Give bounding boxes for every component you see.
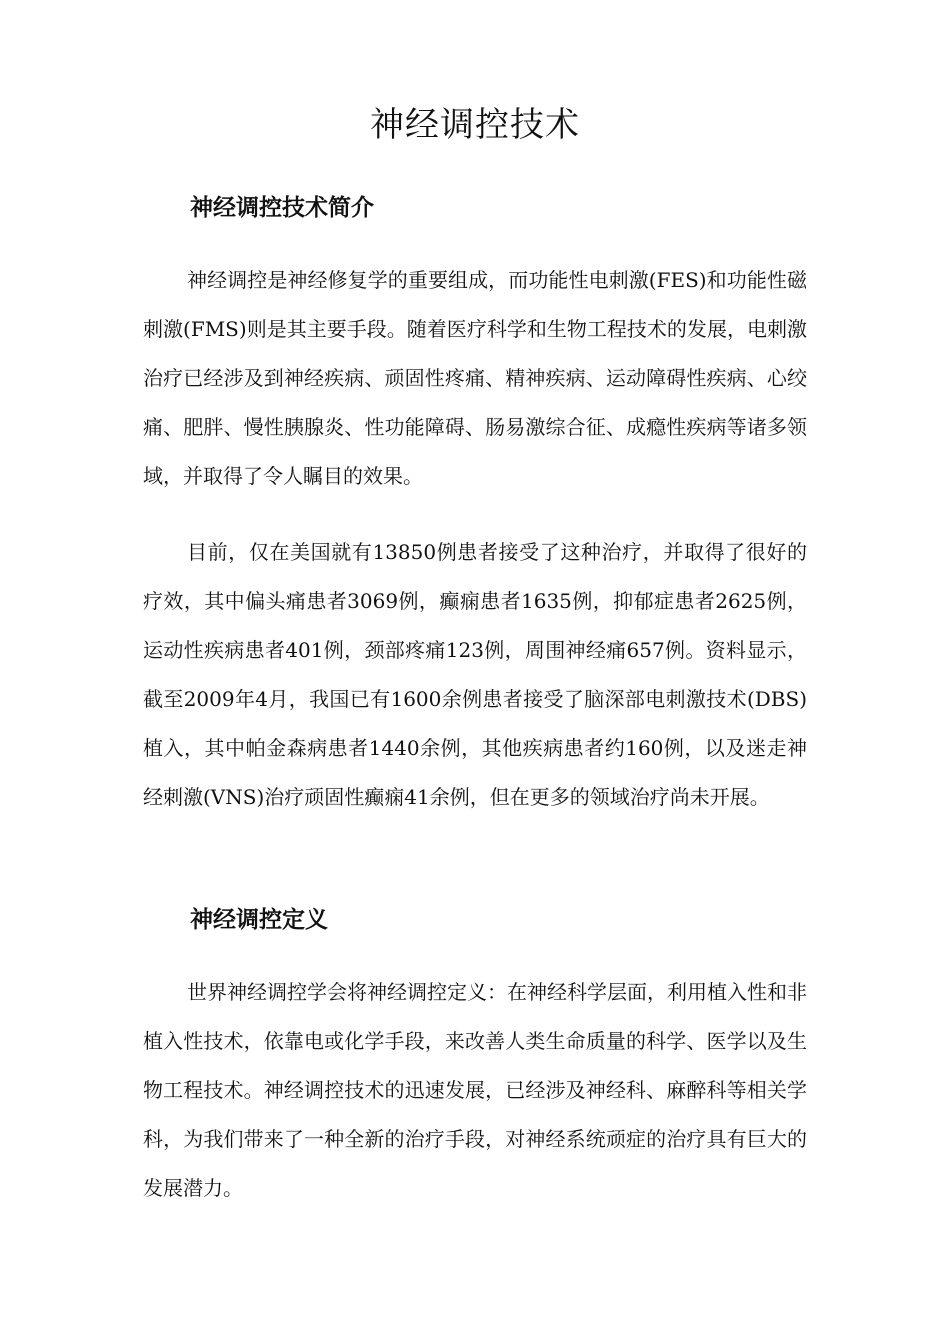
- section-heading-introduction: 神经调控技术简介: [190, 195, 374, 221]
- document-title: 神经调控技术: [370, 105, 580, 145]
- paragraph-definition: 世界神经调控学会将神经调控定义：在神经科学层面，利用植入性和非植入性技术，依靠电或化学手段，来改善人类生命质量的科学、医学以及生物工程技术。神经调控技术的迅速发展，已经涉及神经科、麻醉科等相关学科，为我们带来了一种全新的治疗手段，对神经系统顽症的治疗具有巨大的发展潜力。: [143, 980, 807, 1200]
- paragraph-introduction-overview: 神经调控是神经修复学的重要组成，而功能性电刺激(FES)和功能性磁刺激(FMS)则是其主要手段。随着医疗科学和生物工程技术的发展，电刺激治疗已经涉及到神经疾病、顽固性疼痛、精神疾病、运动障碍性疾病、心绞痛、肥胖、慢性胰腺炎、性功能障碍、肠易激综合征、成瘾性疾病等诸多领域，并取得了令人瞩目的效果。: [143, 268, 807, 488]
- paragraph-introduction-statistics: 目前，仅在美国就有13850例患者接受了这种治疗，并取得了很好的疗效，其中偏头痛患者3069例，癫痫患者1635例，抑郁症患者2625例，运动性疾病患者401例，颈部疼痛123例，周围神经痛657例。资料显示，截至2009年4月，我国已有1600余例患者接受了脑深部电刺激技术(DBS)植入，其中帕金森病患者1440余例，其他疾病患者约160例，以及迷走神经刺激(VNS)治疗顽固性癫痫41余例，但在更多的领域治疗尚未开展。: [143, 540, 807, 809]
- section-heading-definition: 神经调控定义: [190, 907, 328, 933]
